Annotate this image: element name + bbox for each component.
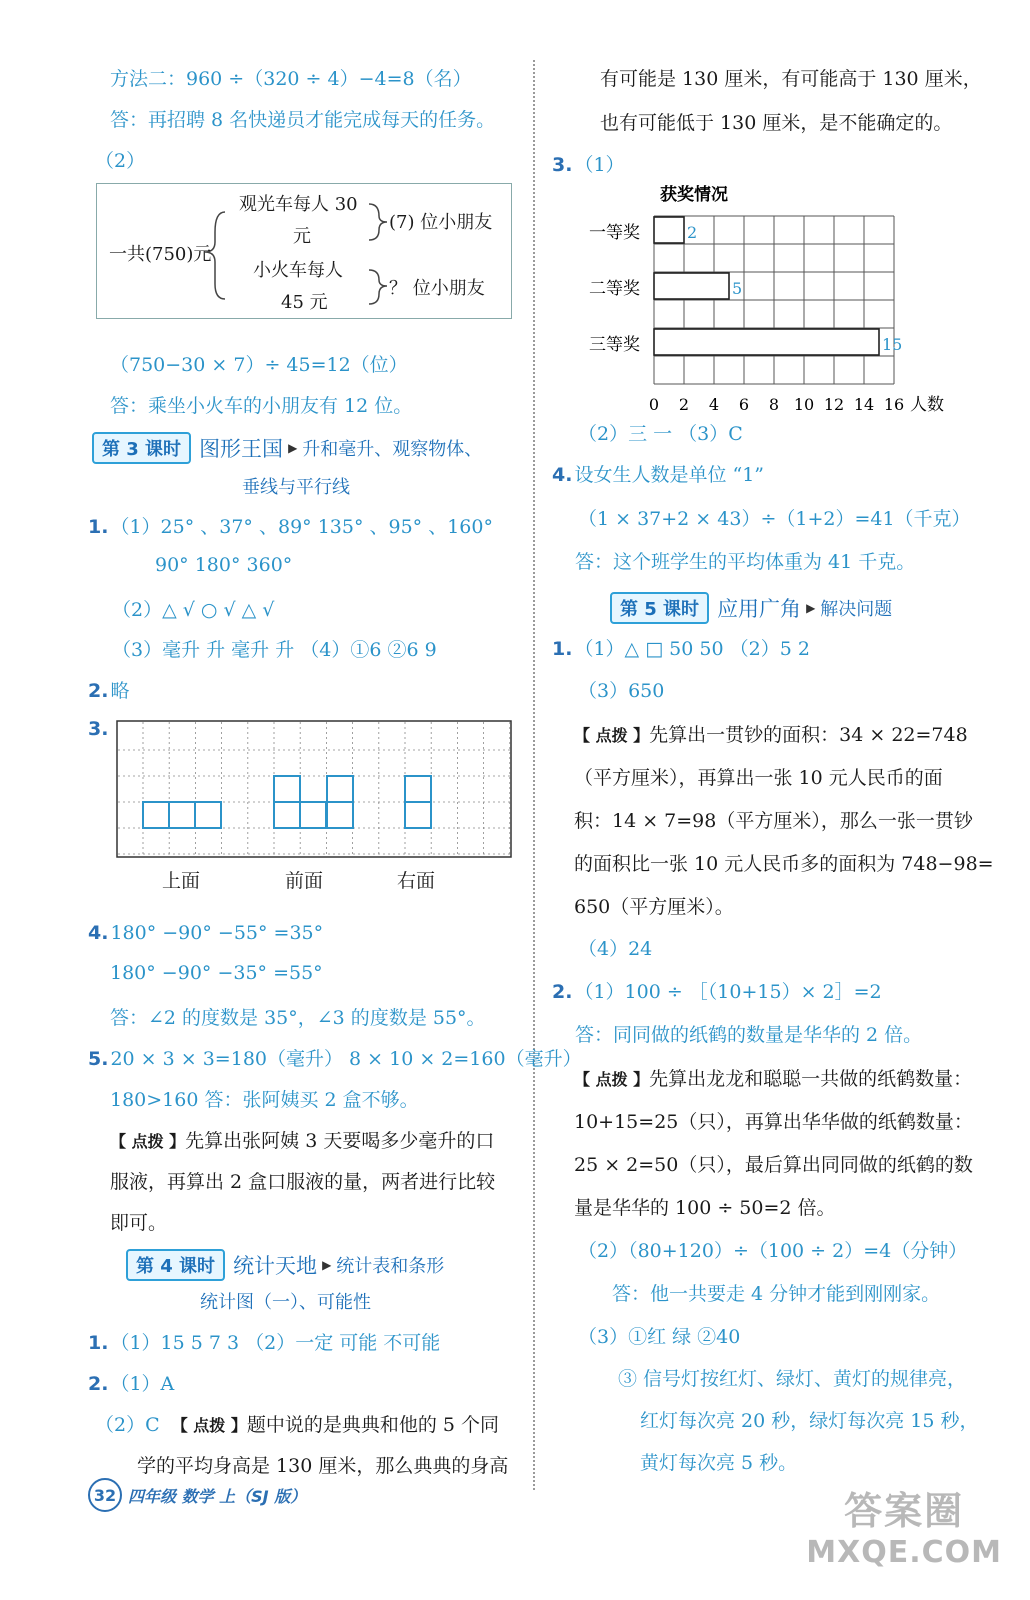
x-tick-label: 0	[648, 395, 660, 414]
x-tick-label: 16	[883, 395, 905, 414]
q1-a	[88, 512, 493, 539]
method-two: 方法二：960 ÷（320 ÷ 4）−4=8（名）	[110, 68, 472, 90]
view-label-right: 右面	[397, 870, 436, 892]
page-footer	[88, 1478, 306, 1512]
q4-c: 答：∠2 的度数是 35°，∠3 的度数是 55°。	[110, 1007, 486, 1029]
a1-a	[552, 634, 810, 661]
a2-b: 答：同同做的纸鹤的数量是华华的 2 倍。	[575, 1024, 923, 1046]
diagram-right-top: (7) 位小朋友	[389, 212, 493, 233]
lesson-topic: 统计表和条形	[336, 1256, 445, 1277]
answer-line: 答：乘坐小火车的小朋友有 12 位。	[110, 395, 413, 417]
lesson-name: 应用广角	[717, 597, 802, 621]
q-number: 1.	[88, 1332, 109, 1354]
q3-b: （2）三 一 （3）C	[578, 423, 743, 445]
q3	[552, 150, 625, 177]
tip-label: 【 点拨 】	[574, 726, 650, 745]
q-number: 3.	[88, 718, 109, 740]
lesson-subtopic: 统计图（一）、可能性	[200, 1292, 371, 1313]
q-number: 2.	[552, 981, 573, 1003]
q4-a-text: 180° −90° −55° =35°	[110, 922, 324, 944]
a1-a-text: （1）△ □ 50 50 （2）5 2	[574, 638, 810, 660]
q1-d: （3）毫升 升 毫升 升 （4）①6 ②6 9	[112, 639, 437, 661]
watermark-line1: 答案圈	[844, 1489, 965, 1533]
q5-a-text: 20 × 3 × 3=180（毫升） 8 × 10 × 2=160（毫升）	[110, 1048, 582, 1070]
q1-c: （2）△ √ ○ √ △ √	[112, 599, 275, 621]
lesson-badge: 第 4 课时	[126, 1249, 225, 1281]
line-diagram	[96, 183, 512, 319]
tip-label: 【 点拨 】	[171, 1416, 247, 1435]
a1-b: （3）650	[578, 680, 665, 702]
tip-line: 即可。	[110, 1212, 168, 1234]
tip-label: 【 点拨 】	[574, 1070, 650, 1089]
lesson-topic: 解决问题	[820, 599, 893, 620]
a2-f: ③ 信号灯按红灯、绿灯、黄灯的规律亮，	[618, 1368, 967, 1390]
tip-line	[110, 1126, 494, 1153]
tip-line: 学的平均身高是 130 厘米，那么典典的身高	[137, 1455, 509, 1477]
tip-line: 积：14 × 7=98（平方厘米），那么一张一贯钞	[574, 810, 973, 832]
q5-a	[88, 1044, 582, 1071]
q-number: 4.	[552, 464, 573, 486]
watermark-line2: MXQE.COM	[806, 1535, 1002, 1570]
tip-line: 有可能是 130 厘米，有可能高于 130 厘米，	[600, 68, 982, 90]
x-tick-label: 12	[823, 395, 845, 414]
triangle-icon: ▶	[806, 601, 816, 615]
bar-value-label: 15	[882, 335, 903, 354]
s1	[88, 1328, 440, 1355]
tip-line	[574, 720, 968, 747]
a2-g: 红灯每次亮 20 秒，绿灯每次亮 15 秒，	[640, 1410, 979, 1432]
tip-label: 【 点拨 】	[110, 1132, 186, 1151]
views-grid	[116, 720, 512, 860]
tip-line: 650（平方厘米）。	[574, 896, 734, 918]
award-bar-chart	[570, 178, 990, 415]
diagram-top-a: 观光车每人 30	[239, 194, 358, 215]
q5-b: 180>160 答：张阿姨买 2 盒不够。	[110, 1089, 419, 1111]
category-label: 三等奖	[589, 335, 640, 355]
tip-line: 25 × 2=50（只），最后算出同同做的纸鹤的数	[574, 1154, 973, 1176]
q-number: 1.	[552, 638, 573, 660]
diagram-bot-a: 小火车每人	[253, 260, 343, 281]
q4-text: 设女生人数是单位 “1”	[574, 464, 765, 486]
x-tick-label: 14	[853, 395, 875, 414]
q-number: 4.	[88, 922, 109, 944]
lesson-name: 图形王国	[199, 437, 284, 461]
view-label-front: 前面	[285, 870, 324, 892]
a2-e: （3）①红 绿 ②40	[578, 1326, 741, 1348]
triangle-icon: ▶	[288, 441, 298, 455]
tip-text: 先算出一贯钞的面积：34 × 22=748	[649, 724, 968, 746]
q2-text: 略	[110, 680, 130, 702]
column-divider	[533, 60, 535, 1490]
tip-text: 先算出张阿姨 3 天要喝多少毫升的口	[185, 1130, 495, 1152]
diagram-top-b: 元	[293, 226, 311, 247]
lesson-badge: 第 5 课时	[610, 592, 709, 624]
category-label: 二等奖	[589, 279, 640, 299]
tip-line: （平方厘米），再算出一张 10 元人民币的面	[574, 767, 943, 789]
x-tick-label: 8	[768, 395, 780, 414]
lesson-subtopic: 垂线与平行线	[242, 477, 350, 498]
bar-value-label: 2	[687, 223, 698, 242]
tip-line: 的面积比一张 10 元人民币多的面积为 748−98=	[574, 853, 994, 875]
q-number: 5.	[88, 1048, 109, 1070]
x-tick-label: 4	[708, 395, 720, 414]
q4-b: 答：这个班学生的平均体重为 41 千克。	[575, 551, 916, 573]
x-tick-label: 2	[678, 395, 690, 414]
diagram-right-bot: ？ 位小朋友	[389, 278, 485, 299]
lesson-3-header	[92, 432, 482, 464]
tip-text: 题中说的是典典和他的 5 个同	[246, 1414, 500, 1436]
lesson-5-header	[610, 592, 892, 624]
book-title: 四年级 数学 上（SJ 版）	[128, 1486, 307, 1506]
q3-number	[88, 718, 110, 740]
tip-line: 服液，再算出 2 盒口服液的量，两者进行比较	[110, 1171, 496, 1193]
q4-b: 180° −90° −35° =55°	[110, 962, 323, 984]
q4	[552, 460, 764, 487]
tip-line: 10+15=25（只），再算出华华做的纸鹤数量：	[574, 1111, 973, 1133]
q-number: 2.	[88, 1373, 109, 1395]
bar-value-label: 5	[732, 279, 743, 298]
lesson-4-header	[126, 1249, 444, 1281]
tip-text: 先算出龙龙和聪聪一共做的纸鹤数量：	[649, 1068, 973, 1090]
lesson-name: 统计天地	[233, 1254, 318, 1278]
view-label-top: 上面	[162, 870, 201, 892]
lesson-topic: 升和毫升、观察物体、	[302, 439, 483, 460]
part-label: （2）	[95, 150, 146, 172]
q2	[88, 676, 129, 703]
q1-a-text: （1）25° 、37° 、89° 135° 、95° 、160°	[110, 516, 493, 538]
bar	[654, 217, 684, 243]
tip-line: 量是华华的 100 ÷ 50=2 倍。	[574, 1197, 836, 1219]
s2-b-answer: （2）C	[95, 1414, 160, 1436]
s2-b	[95, 1410, 499, 1437]
triangle-icon: ▶	[322, 1258, 332, 1272]
category-label: 一等奖	[589, 223, 640, 243]
diagram-total: 一共(750)元	[109, 244, 212, 265]
view-shapes	[143, 776, 431, 828]
a2-a	[552, 977, 882, 1004]
calc-line: （750−30 × 7）÷ 45=12（位）	[110, 354, 408, 376]
a1-c: （4）24	[578, 938, 653, 960]
tip-line	[574, 1064, 972, 1091]
q3-text: （1）	[574, 154, 625, 176]
q4-a	[88, 922, 323, 944]
q-number: 2.	[88, 680, 109, 702]
a2-d: 答：他一共要走 4 分钟才能到刚刚家。	[612, 1283, 941, 1305]
bar	[654, 273, 729, 299]
s1-text: （1）15 5 7 3 （2）一定 可能 不可能	[110, 1332, 441, 1354]
a2-c: （2）（80+120）÷（100 ÷ 2）=4（分钟）	[578, 1240, 968, 1262]
q-number: 3.	[552, 154, 573, 176]
s2	[88, 1369, 174, 1396]
q4-a: （1 × 37+2 × 43）÷（1+2）=41（千克）	[578, 508, 971, 530]
x-tick-label: 10	[793, 395, 815, 414]
bar	[654, 329, 879, 355]
q-number: 1.	[88, 516, 109, 538]
s2-text: （1）A	[110, 1373, 175, 1395]
q1-b: 90° 180° 360°	[155, 554, 293, 576]
chart-title: 获奖情况	[660, 185, 728, 205]
diagram-bot-b: 45 元	[281, 292, 328, 313]
answer-line: 答：再招聘 8 名快递员才能完成每天的任务。	[110, 109, 496, 131]
a2-h: 黄灯每次亮 5 秒。	[640, 1452, 798, 1474]
a2-a-text: （1）100 ÷ ［（10+15）× 2］=2	[574, 981, 882, 1003]
x-axis-label: 人数	[910, 395, 944, 415]
page-number: 32	[88, 1478, 122, 1512]
lesson-badge: 第 3 课时	[92, 432, 191, 464]
x-tick-label: 6	[738, 395, 750, 414]
tip-line: 也有可能低于 130 厘米，是不能确定的。	[600, 112, 953, 134]
watermark	[806, 1480, 1002, 1570]
